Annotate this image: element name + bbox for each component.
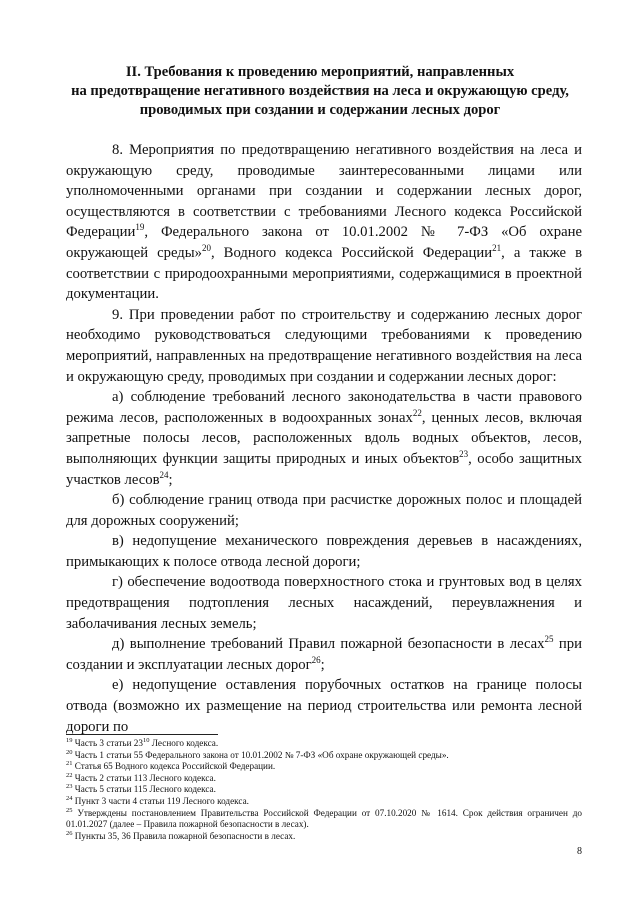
list-item-v: в) недопущение механического повреждения деревьев в насаждениях, примыкающих к полосе отвода лесной дороги; — [66, 533, 582, 570]
footnote-number: 20 — [66, 748, 73, 756]
item-d-text-b: при создании и эксплуатации лесных дорог — [66, 636, 582, 673]
footnote-20 — [66, 750, 582, 762]
footnote-number: 22 — [66, 771, 73, 779]
footnote-number: 24 — [66, 794, 73, 802]
footnote-number: 23 — [66, 783, 73, 791]
list-item-a — [66, 387, 582, 490]
footnote-separator — [66, 734, 218, 735]
item-d-text-c: ; — [320, 656, 325, 673]
footnote-24 — [66, 796, 582, 808]
footnote-25 — [66, 808, 582, 831]
item-a-text-c: , особо защитных участков лесов — [66, 450, 582, 488]
paragraph-8 — [66, 140, 582, 305]
footnote-text: Утверждены постановлением Правительства Российской Федерации от 07.10.2020 № 1614. Срок действия ограничен до 01.01.2027 (далее – Правила пожарной безопасности в лесах). — [66, 807, 582, 830]
footnote-text: Часть 1 статьи 55 Федерального закона от 10.01.2002 № 7-ФЗ «Об охране окружающей среды». — [72, 749, 449, 760]
document-body — [66, 140, 582, 737]
heading-line-2: на предотвращение негативного воздействия на леса и окружающую среду, — [71, 83, 569, 99]
footnote-ref-21: 21 — [492, 243, 502, 254]
footnote-text: Пункт 3 части 4 статьи 119 Лесного кодекса. — [72, 795, 249, 806]
paragraph-9: 9. При проведении работ по строительству и содержанию лесных дорог необходимо руководствоваться следующими требованиями к проведению мероприятий, направленных на предотвращение негативного воздействия на леса и окружающую среду, проводимых при создании и содержании лесных дорог: — [66, 306, 582, 385]
footnote-text: Часть 3 статьи 23 — [72, 738, 143, 748]
list-item-e: е) недопущение оставления порубочных остатков на границе полосы отвода (возможно их размещение на период строительства или ремонта лесной дороги по — [66, 677, 582, 735]
item-a-text-a: а) соблюдение требований лесного законодательства в части правового режима лесов, расположенных в водоохранных зонах — [66, 389, 582, 426]
item-a-text-d: ; — [168, 471, 173, 488]
p8-text-a: 8. Мероприятия по предотвращению негативного воздействия на леса и окружающую среду, проводимые заинтересованными лицами или уполномоченными органами при создании и содержании лесных дорог, осуществляются в соответствии с требованиями Лесного кодекса Российской Федерации — [66, 142, 582, 241]
footnote-text-rest: Лесного кодекса. — [149, 738, 219, 748]
p8-text-b: , Федерального закона от 10.01.2002 № 7-ФЗ «Об охране окружающей среды» — [66, 224, 582, 261]
footnote-26 — [66, 831, 582, 843]
item-a-text-b: , ценных лесов, включая запретные полосы лесов, расположенных вдоль водных объектов, лесов, выполняющих функции защиты природных и иных объектов — [66, 409, 582, 467]
footnotes — [66, 738, 582, 842]
item-d-text-a: д) выполнение требований Правил пожарной безопасности в лесах — [112, 636, 545, 653]
footnote-ref-26: 26 — [311, 654, 321, 665]
footnote-ref-23: 23 — [459, 449, 469, 460]
footnote-ref-25: 25 — [544, 634, 554, 645]
list-item-g: г) обеспечение водоотвода поверхностного стока и грунтовых вод в целях предотвращения подтопления лесных насаждений, переувлажнения и заболачивания лесных земель; — [66, 574, 582, 632]
footnote-ref-20: 20 — [202, 243, 211, 254]
section-heading — [40, 63, 600, 120]
page-number: 8 — [577, 846, 582, 857]
footnote-text: Часть 5 статьи 115 Лесного кодекса. — [72, 784, 216, 795]
footnote-23 — [66, 784, 582, 796]
footnote-21 — [66, 761, 582, 773]
p8-text-c: , Водного кодекса Российской Федерации — [211, 244, 493, 261]
footnote-ref-24: 24 — [159, 469, 169, 480]
list-item-b: б) соблюдение границ отвода при расчистке дорожных полос и площадей для дорожных сооружений; — [66, 492, 582, 529]
footnote-text: Часть 2 статьи 113 Лесного кодекса. — [72, 772, 216, 783]
article-superscript: 10 — [142, 736, 150, 744]
footnote-22 — [66, 773, 582, 785]
footnote-text: Пункты 35, 36 Правила пожарной безопасности в лесах. — [72, 830, 296, 841]
footnote-text: Статья 65 Водного кодекса Российской Федерации. — [72, 761, 276, 772]
heading-line-1: II. Требования к проведению мероприятий, направленных — [125, 64, 515, 80]
footnote-number: 21 — [66, 760, 73, 768]
footnote-ref-19: 19 — [135, 222, 145, 233]
footnote-number: 19 — [66, 736, 73, 744]
footnote-ref-22: 22 — [412, 407, 422, 418]
list-item-d — [66, 634, 582, 675]
p8-text-d: , а также в соответствии с природоохранными мероприятиями, содержащимися в проектной документации. — [66, 244, 583, 303]
footnote-19 — [66, 738, 582, 750]
footnote-number: 26 — [66, 829, 73, 837]
footnote-number: 25 — [66, 806, 73, 814]
heading-line-3: проводимых при создании и содержании лесных дорог — [139, 102, 501, 118]
